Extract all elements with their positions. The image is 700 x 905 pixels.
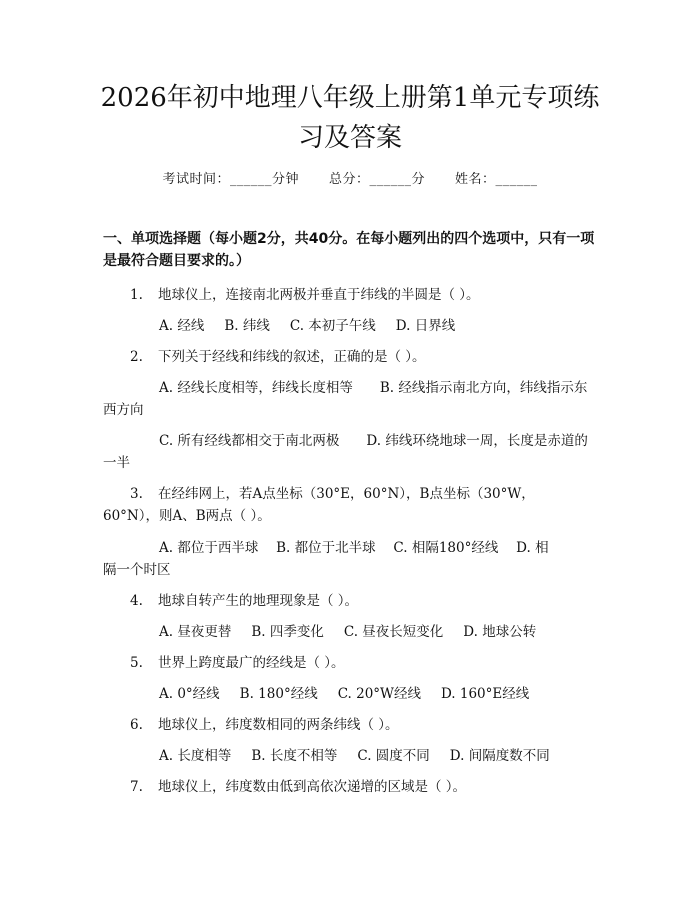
option-a: A. 昼夜更替 (159, 624, 232, 640)
student-name: 姓名：______ (455, 172, 538, 187)
option-d: D. 160°E经线 (440, 686, 530, 702)
total-score: 总分：______分 (328, 172, 425, 187)
question-4 (103, 590, 598, 612)
question-5-options (103, 683, 598, 705)
question-1 (103, 284, 598, 306)
question-3-options-line-2 (103, 559, 598, 581)
question-number: 6. (130, 717, 143, 733)
option-d: D. 地球公转 (463, 624, 537, 640)
question-4-options (103, 621, 598, 643)
option-c: C. 圆度不同 (357, 748, 430, 764)
question-2-options-line-1 (103, 377, 598, 399)
section-heading: 一、单项选择题（每小题2分，共40分。在每小题列出的四个选项中，只有一项是最符合题目要求的。） (103, 231, 595, 269)
question-7 (103, 776, 598, 798)
question-number: 5. (130, 655, 143, 671)
question-text: 地球仪上，连接南北两极并垂直于纬线的半圆是（ ）。 (158, 287, 480, 303)
option-a: A. 0°经线 (159, 686, 220, 702)
options-text: A. 都位于西半球 B. 都位于北半球 C. 相隔180°经线 D. 相 (159, 540, 549, 556)
question-text: 地球自转产生的地理现象是（ ）。 (158, 593, 359, 609)
question-2-options-line-3 (103, 430, 598, 452)
option-a: A. 长度相等 (159, 748, 232, 764)
question-text: 下列关于经线和纬线的叙述，正确的是（ ）。 (158, 349, 426, 365)
question-number: 4. (130, 593, 143, 609)
question-5 (103, 652, 598, 674)
question-number: 3. (130, 486, 143, 502)
options-text: A. 经线长度相等，纬线长度相等 B. 经线指示南北方向，纬线指示东 (159, 380, 588, 396)
question-number: 7. (130, 779, 143, 795)
question-number: 2. (130, 349, 143, 365)
option-a: A. 经线 (159, 318, 205, 334)
options-text: 西方向 (103, 402, 144, 418)
question-6 (103, 714, 598, 736)
option-d: D. 日界线 (395, 318, 456, 334)
document-title: 2026年初中地理八年级上册第1单元专项练习及答案 (100, 83, 600, 153)
option-c: C. 本初子午线 (289, 318, 376, 334)
question-text: 60°N），则A、B两点（ ）。 (103, 508, 271, 524)
exam-meta (0, 168, 700, 187)
exam-time: 考试时间：______分钟 (162, 172, 299, 187)
option-c: C. 20°W经线 (337, 686, 421, 702)
question-2-options-line-4 (103, 452, 598, 474)
question-1-options (103, 315, 598, 337)
question-number: 1. (130, 287, 143, 303)
option-b: B. 纬线 (224, 318, 270, 334)
option-b: B. 四季变化 (251, 624, 324, 640)
question-text: 地球仪上，纬度数由低到高依次递增的区域是（ ）。 (158, 779, 467, 795)
option-b: B. 长度不相等 (251, 748, 338, 764)
question-2-options-line-2 (103, 399, 598, 421)
question-3 (103, 483, 598, 505)
question-text: 在经纬网上，若A点坐标（30°E，60°N），B点坐标（30°W， (158, 486, 535, 502)
options-text: C. 所有经线都相交于南北两极 D. 纬线环绕地球一周，长度是赤道的 (159, 433, 588, 449)
option-d: D. 间隔度数不同 (449, 748, 550, 764)
question-3-continued (103, 505, 598, 527)
question-text: 地球仪上，纬度数相同的两条纬线（ ）。 (158, 717, 399, 733)
question-text: 世界上跨度最广的经线是（ ）。 (158, 655, 345, 671)
question-2 (103, 346, 598, 368)
option-b: B. 180°经线 (239, 686, 318, 702)
option-c: C. 昼夜长短变化 (343, 624, 444, 640)
options-text: 一半 (103, 455, 130, 471)
options-text: 隔一个时区 (103, 562, 171, 578)
question-6-options (103, 745, 598, 767)
question-3-options-line-1 (103, 537, 598, 559)
